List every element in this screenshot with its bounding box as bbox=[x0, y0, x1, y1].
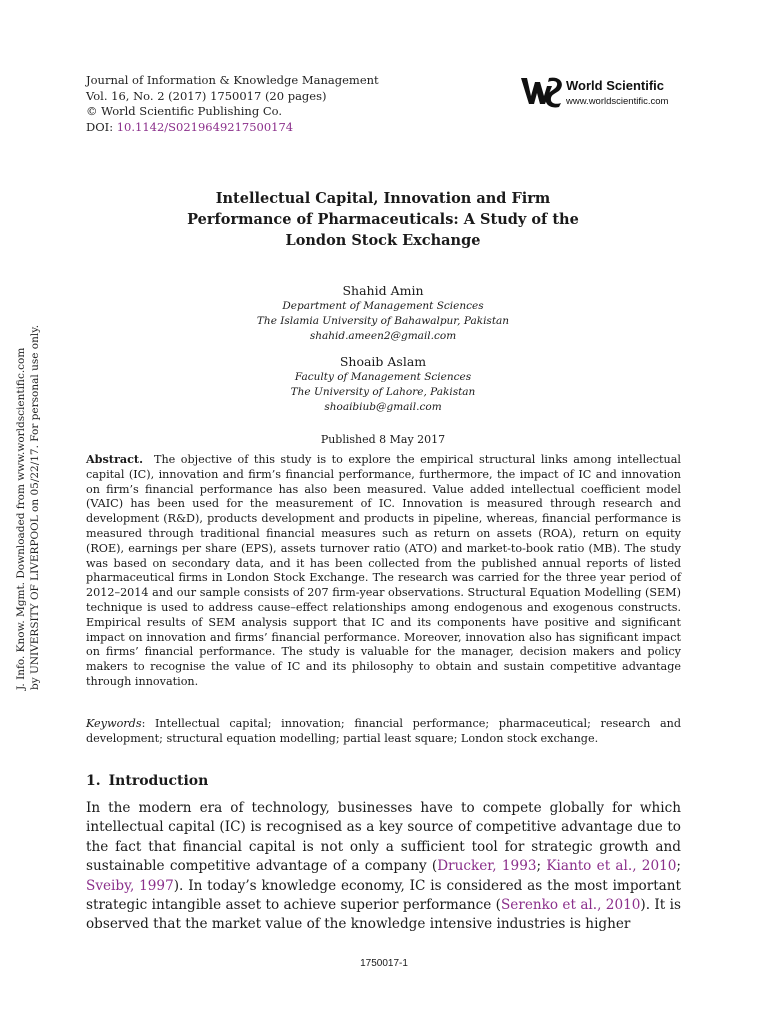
side-note-line-2: by UNIVERSITY OF LIVERPOOL on 05/22/17. For personal use only. bbox=[29, 324, 41, 690]
copyright-line: © World Scientific Publishing Co. bbox=[86, 104, 283, 118]
journal-info bbox=[86, 73, 379, 135]
intro-text: In the modern era of technology, businesses have to compete globally for which intellectual capital (IC) is recognised as a key source of competitive advantage due to the fact that financial capital is not only a sufficient tool for strategic growth and sustainable competitive advantage of a company ( bbox=[86, 800, 681, 875]
paper-title bbox=[100, 188, 666, 251]
author-name: Shoaib Aslam bbox=[339, 354, 427, 369]
author-email[interactable]: shahid.ameen2@gmail.com bbox=[309, 330, 457, 342]
author-block bbox=[100, 283, 666, 344]
title-line-3: London Stock Exchange bbox=[285, 232, 481, 249]
volume-line: Vol. 16, No. 2 (2017) 1750017 (20 pages) bbox=[86, 88, 327, 103]
author-institution: The University of Lahore, Pakistan bbox=[290, 386, 476, 398]
author-name: Shahid Amin bbox=[342, 283, 424, 298]
author-institution: The Islamia University of Bahawalpur, Pakistan bbox=[256, 315, 510, 327]
world-scientific-logo-icon bbox=[519, 74, 565, 108]
doi-line bbox=[86, 120, 379, 136]
author-department: Faculty of Management Sciences bbox=[294, 371, 472, 383]
section-title: Introduction bbox=[108, 773, 209, 789]
citation-link[interactable]: Kianto et al., 2010 bbox=[546, 858, 677, 875]
title-line-1: Intellectual Capital, Innovation and Firm bbox=[215, 190, 551, 207]
author-list bbox=[100, 283, 666, 415]
citation-link[interactable]: Drucker, 1993 bbox=[437, 858, 537, 875]
intro-text: ; bbox=[676, 858, 681, 875]
keywords-text: : Intellectual capital; innovation; financial performance; pharmaceutical; research and development; structural equation modelling; partial least square; London stock exchange. bbox=[86, 717, 681, 745]
abstract-label: Abstract. bbox=[86, 452, 143, 466]
publisher-logo[interactable] bbox=[519, 74, 694, 112]
intro-text: ; bbox=[536, 858, 547, 875]
author-email[interactable]: shoaibiub@gmail.com bbox=[324, 401, 442, 413]
title-line-2: Performance of Pharmaceuticals: A Study of the bbox=[187, 211, 579, 228]
intro-text: ). In today’s knowledge economy, IC is considered as the most important strategic intangible asset to achieve superior performance ( bbox=[86, 877, 681, 914]
keywords-label: Keywords bbox=[86, 717, 142, 730]
doi-link[interactable]: 10.1142/S0219649217500174 bbox=[116, 119, 294, 134]
journal-name: Journal of Information & Knowledge Management bbox=[86, 73, 379, 87]
author-block bbox=[100, 354, 666, 415]
citation-link[interactable]: Serenko et al., 2010 bbox=[500, 897, 641, 914]
abstract-text: The objective of this study is to explore the empirical structural links among intellectual capital (IC), innovation and firm’s financial performance, furthermore, the impact of IC and innovation on firm’s financial performance has also been measured. Value added intellectual coefficient model (VAIC) has been used for the measurement of IC. Innovation is measured through research and development (R&D), products development and products in pipeline, whereas, financial performance is measured through traditional financial measures such as return on assets (ROA), return on equity (ROE), earnings per share (EPS), assets turnover ratio (ATO) and market-to-book ratio (MB). The study was based on secondary data, and it has been collected from the published annual reports of listed pharmaceutical firms in London Stock Exchange. The research was carried for the three year period of 2012–2014 and our sample consists of 207 firm-year observations. Structural Equation Modelling (SEM) technique is used to address cause–effect relationships among endogenous and exogenous constructs. Empirical results of SEM analysis support that IC and its components have positive and significant impact on innovation and firms’ financial performance. Moreover, innovation also has significant impact on firms’ financial performance. The study is valuable for the manager, decision makers and policy makers to recognise the value of IC and its philosophy to obtain and sustain competitive advantage through innovation. bbox=[86, 453, 681, 688]
logo-name: World Scientific bbox=[566, 78, 664, 93]
section-heading bbox=[86, 773, 208, 789]
logo-url: www.worldscientific.com bbox=[566, 96, 669, 107]
published-date: Published 8 May 2017 bbox=[320, 433, 446, 446]
side-download-note bbox=[14, 324, 44, 690]
section-number: 1. bbox=[86, 773, 101, 789]
abstract bbox=[86, 452, 681, 690]
citation-link[interactable]: Sveiby, 1997 bbox=[86, 877, 174, 894]
author-department: Department of Management Sciences bbox=[282, 300, 484, 312]
intro-paragraph bbox=[86, 799, 681, 935]
doi-label: DOI: bbox=[86, 119, 117, 134]
keywords bbox=[86, 717, 681, 747]
page-number: 1750017-1 bbox=[360, 958, 408, 969]
side-note-line-1: J. Info. Know. Mgmt. Downloaded from www.worldscientific.com bbox=[15, 347, 27, 690]
intro-text: ). It is observed that the market value of the knowledge intensive industries is higher bbox=[86, 897, 681, 933]
